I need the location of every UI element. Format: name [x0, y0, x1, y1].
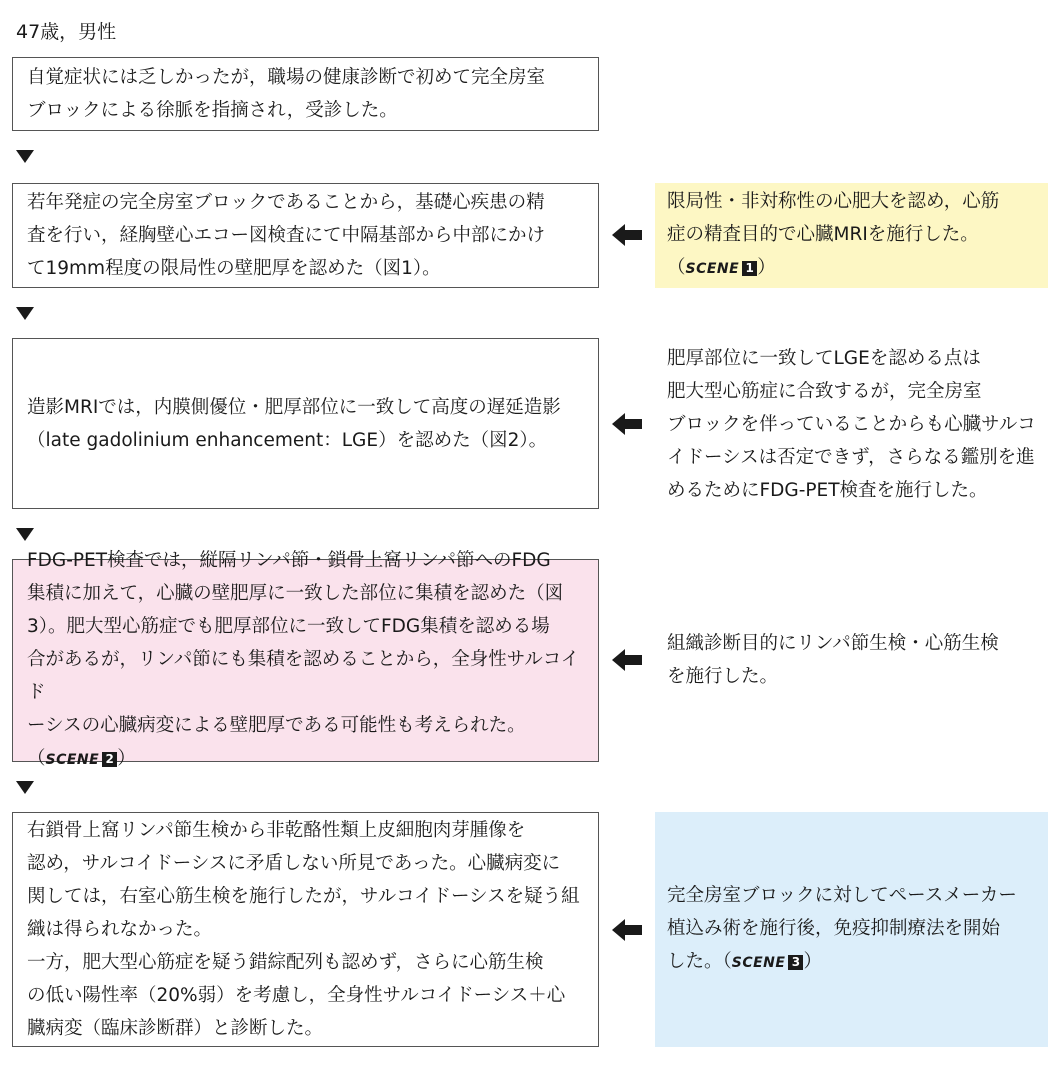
step-5-line-5: 一方，肥大型心筋症を疑う錯綜配列も認めず，さらに心筋生検: [27, 952, 544, 973]
step-5-note: [655, 812, 1048, 1047]
step-4-note: [655, 622, 1048, 698]
step-5-line-6: の低い陽性率（20%弱）を考慮し，全身性サルコイドーシス＋心: [27, 985, 566, 1006]
scene-number-badge: 3: [788, 955, 803, 970]
down-arrow-icon: [16, 781, 34, 794]
step-1-line-1: 自覚症状には乏しかったが，職場の健康診断で初めて完全房室: [27, 67, 546, 88]
down-arrow-icon: [16, 528, 34, 541]
step-2-note-line-2: 症の精査目的で心臓MRIを施行した。: [667, 224, 979, 245]
step-2-note: [655, 183, 1048, 288]
left-arrow-icon: [612, 224, 642, 246]
step-5-line-7: 臓病変（臨床診断群）と診断した。: [27, 1018, 324, 1039]
step-3-line-2: （late gadolinium enhancement：LGE）を認めた（図2）。: [27, 429, 548, 451]
step-2-line-3: て19mm程度の限局性の壁肥厚を認めた（図1）。: [27, 258, 441, 279]
step-4-note-line-1: 組織診断目的にリンパ節生検・心筋生検: [667, 633, 999, 654]
step-5-line-4: 織は得られなかった。: [27, 919, 213, 940]
step-3-note-line-5: めるためにFDG-PET検査を施行した。: [667, 479, 988, 501]
step-3-line-1: 造影MRIでは，内膜側優位・肥厚部位に一致して高度の遅延造影: [27, 396, 561, 418]
scene-reference: SCENE: [685, 261, 740, 277]
left-arrow-icon: [612, 919, 642, 941]
down-arrow-icon: [16, 307, 34, 320]
step-3-note-line-3: ブロックを伴っていることからも心臓サルコ: [667, 413, 1036, 435]
step-5-line-3: 関しては，右室心筋生検を施行したが，サルコイドーシスを疑う組: [27, 886, 580, 907]
scene-reference: SCENE: [731, 955, 786, 971]
step-5-box: [12, 812, 599, 1047]
step-3-note-line-4: イドーシスは否定できず，さらなる鑑別を進: [667, 446, 1035, 468]
step-2-line-2: 査を行い，経胸壁心エコー図検査にて中隔基部から中部にかけ: [27, 225, 546, 246]
step-4-line-1: FDG-PET検査では，縦隔リンパ節・鎖骨上窩リンパ節へのFDG: [27, 550, 551, 571]
step-4-line-5: ーシスの心臓病変による壁肥厚である可能性も考えられた。: [27, 715, 526, 736]
step-5-note-line-1: 完全房室ブロックに対してペースメーカー: [667, 885, 1017, 906]
step-4-line-3: 3）。肥大型心筋症でも肥厚部位に一致してFDG集積を認める場: [27, 616, 550, 637]
step-4-box: [12, 550, 599, 769]
step-4-line-4: 合があるが，リンパ節にも集積を認めることから，全身性サルコイド: [27, 649, 580, 703]
case-header: 47歳，男性: [16, 21, 117, 43]
step-2-box: [12, 183, 599, 288]
left-arrow-icon: [612, 413, 642, 435]
step-3-note: [655, 340, 1048, 508]
down-arrow-icon: [16, 150, 34, 163]
step-5-note-line-2: 植込み術を施行後，免疫抑制療法を開始: [667, 918, 1001, 939]
step-1-box: [12, 57, 599, 131]
step-3-note-line-2: 肥大型心筋症に合致するが，完全房室: [667, 380, 982, 402]
step-2-note-line-1: 限局性・非対称性の心肥大を認め，心筋: [667, 191, 1000, 212]
step-5-line-2: 認め，サルコイドーシスに矛盾しない所見であった。心臓病変に: [27, 853, 561, 874]
step-5-note-scene: した。（SCENE 3 ）: [667, 951, 822, 972]
step-4-note-line-2: を施行した。: [667, 666, 779, 687]
scene-number-badge: 1: [742, 261, 757, 276]
step-2-note-scene: （SCENE 1 ）: [667, 257, 776, 278]
step-2-line-1: 若年発症の完全房室ブロックであることから，基礎心疾患の精: [27, 192, 545, 213]
step-4-scene: （SCENE 2 ）: [27, 748, 136, 769]
step-4-line-2: 集積に加えて，心臓の壁肥厚に一致した部位に集積を認めた（図: [27, 583, 564, 604]
step-3-note-line-1: 肥厚部位に一致してLGEを認める点は: [667, 347, 981, 369]
step-5-line-1: 右鎖骨上窩リンパ節生検から非乾酪性類上皮細胞肉芽腫像を: [27, 820, 526, 841]
scene-reference: SCENE: [45, 752, 100, 768]
step-3-box: [12, 338, 599, 509]
step-1-line-2: ブロックによる徐脈を指摘され，受診した。: [27, 100, 398, 121]
left-arrow-icon: [612, 649, 642, 671]
scene-number-badge: 2: [102, 752, 117, 767]
